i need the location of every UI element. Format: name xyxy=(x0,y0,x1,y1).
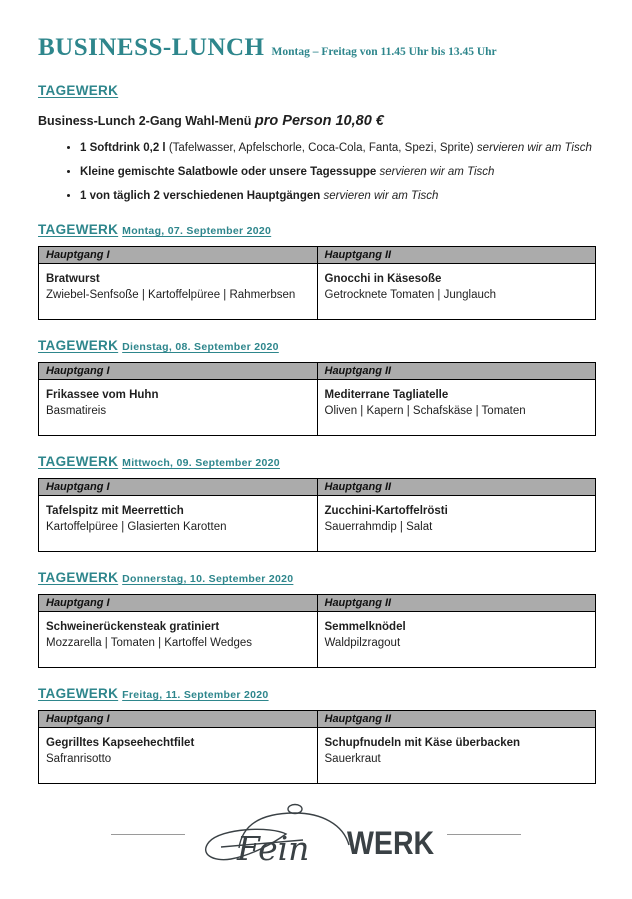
logo-wordmark: WERK xyxy=(346,824,434,862)
dish-sides: Safranrisotto xyxy=(46,753,112,766)
bullet-bold-text: 1 Softdrink 0,2 l xyxy=(80,142,169,154)
dish-sides: Waldpilzragout xyxy=(324,637,401,650)
dish-sides: Getrocknete Tomaten | Junglauch xyxy=(324,289,497,302)
logo-script-text: Fein xyxy=(236,829,310,868)
day-date: Montag, 07. September 2020 xyxy=(122,224,272,237)
dish-name: Zucchini-Kartoffelrösti xyxy=(324,504,448,517)
day-heading xyxy=(38,337,596,355)
day-section-thursday xyxy=(38,569,596,668)
menu-cell xyxy=(39,611,318,667)
divider-line xyxy=(447,834,521,835)
table-row xyxy=(39,611,596,667)
feinwerk-logo xyxy=(191,800,442,868)
column-header-hauptgang-1: Hauptgang I xyxy=(39,594,318,611)
tagewerk-main-heading: TAGEWERK xyxy=(38,83,119,98)
cloche-icon xyxy=(191,800,361,868)
intro-price: pro Person 10,80 € xyxy=(254,113,384,129)
document-header xyxy=(38,34,596,62)
table-row xyxy=(39,263,596,319)
intro-text: Business-Lunch 2-Gang Wahl-Menü xyxy=(38,114,255,128)
dish-name: Schupfnudeln mit Käse überbacken xyxy=(324,736,521,749)
dish-sides: Kartoffelpüree | Glasierten Karotten xyxy=(46,521,227,534)
list-item xyxy=(80,165,596,180)
dish-name: Schweinerückensteak gratiniert xyxy=(46,620,220,633)
day-heading xyxy=(38,569,596,587)
day-heading xyxy=(38,453,596,471)
list-item xyxy=(80,141,596,156)
menu-cell xyxy=(317,263,596,319)
list-item xyxy=(80,189,596,204)
menu-table xyxy=(38,246,596,320)
bullet-italic-text: servieren wir am Tisch xyxy=(476,142,592,154)
column-header-hauptgang-2: Hauptgang II xyxy=(317,246,596,263)
day-heading-label xyxy=(38,686,269,701)
dish-sides: Basmatireis xyxy=(46,405,107,418)
day-date: Dienstag, 08. September 2020 xyxy=(122,340,279,353)
day-label: TAGEWERK xyxy=(38,453,119,469)
day-section-tuesday xyxy=(38,337,596,436)
day-section-friday xyxy=(38,685,596,784)
table-row xyxy=(39,495,596,551)
dish-name: Frikassee vom Huhn xyxy=(46,388,159,401)
menu-cell xyxy=(39,379,318,435)
column-header-hauptgang-2: Hauptgang II xyxy=(317,478,596,495)
dish-name: Semmelknödel xyxy=(324,620,406,633)
footer-logo-row xyxy=(0,800,632,868)
menu-cell xyxy=(39,263,318,319)
dish-name: Gegrilltes Kapseehechtfilet xyxy=(46,736,195,749)
bullet-italic-text: servieren wir am Tisch xyxy=(323,189,439,202)
dish-name: Tafelspitz mit Meerrettich xyxy=(46,504,184,517)
dish-sides: Mozzarella | Tomaten | Kartoffel Wedges xyxy=(46,637,253,650)
menu-cell xyxy=(317,727,596,783)
menu-table xyxy=(38,362,596,436)
column-header-hauptgang-1: Hauptgang I xyxy=(39,478,318,495)
dish-name: Gnocchi in Käsesoße xyxy=(324,272,442,285)
bullet-italic-text: servieren wir am Tisch xyxy=(379,165,495,178)
column-header-hauptgang-1: Hauptgang I xyxy=(39,362,318,379)
dish-sides: Sauerrahmdip | Salat xyxy=(324,521,433,534)
day-heading xyxy=(38,221,596,239)
day-heading-label xyxy=(38,454,280,469)
table-row xyxy=(39,727,596,783)
dish-sides: Oliven | Kapern | Schafskäse | Tomaten xyxy=(324,405,526,418)
column-header-hauptgang-1: Hauptgang I xyxy=(39,710,318,727)
bullet-bold-text: 1 von täglich 2 verschiedenen Hauptgängen xyxy=(80,189,324,202)
menu-cell xyxy=(317,495,596,551)
day-heading xyxy=(38,685,596,703)
menu-table xyxy=(38,594,596,668)
menu-cell xyxy=(317,379,596,435)
day-heading-label xyxy=(38,570,293,585)
page-title: BUSINESS-LUNCH xyxy=(38,34,265,61)
day-section-monday xyxy=(38,221,596,320)
day-label: TAGEWERK xyxy=(38,685,119,701)
menu-table xyxy=(38,710,596,784)
menu-cell xyxy=(39,727,318,783)
column-header-hauptgang-2: Hauptgang II xyxy=(317,710,596,727)
table-row xyxy=(39,379,596,435)
day-date: Freitag, 11. September 2020 xyxy=(122,688,269,701)
divider-line xyxy=(111,834,185,835)
intro-line xyxy=(38,113,596,129)
column-header-hauptgang-1: Hauptgang I xyxy=(39,246,318,263)
menu-table xyxy=(38,478,596,552)
dish-name: Mediterrane Tagliatelle xyxy=(324,388,449,401)
day-label: TAGEWERK xyxy=(38,221,119,237)
included-items-list xyxy=(38,141,596,204)
column-header-hauptgang-2: Hauptgang II xyxy=(317,594,596,611)
day-label: TAGEWERK xyxy=(38,569,119,585)
day-heading-label xyxy=(38,338,279,353)
bullet-bold-text: Kleine gemischte Salatbowle oder unsere Tagessuppe xyxy=(80,165,380,178)
dish-sides: Sauerkraut xyxy=(324,753,381,766)
page-subtitle: Montag – Freitag von 11.45 Uhr bis 13.45 Uhr xyxy=(271,46,497,58)
day-section-wednesday xyxy=(38,453,596,552)
dish-sides: Zwiebel-Senfsoße | Kartoffelpüree | Rahmerbsen xyxy=(46,289,296,302)
menu-cell xyxy=(39,495,318,551)
menu-cell xyxy=(317,611,596,667)
bullet-regular-text: (Tafelwasser, Apfelschorle, Coca-Cola, Fanta, Spezi, Sprite) xyxy=(168,142,477,154)
column-header-hauptgang-2: Hauptgang II xyxy=(317,362,596,379)
day-date: Donnerstag, 10. September 2020 xyxy=(122,572,294,585)
day-date: Mittwoch, 09. September 2020 xyxy=(122,456,280,469)
day-label: TAGEWERK xyxy=(38,337,119,353)
day-heading-label xyxy=(38,222,271,237)
dish-name: Bratwurst xyxy=(46,272,100,285)
